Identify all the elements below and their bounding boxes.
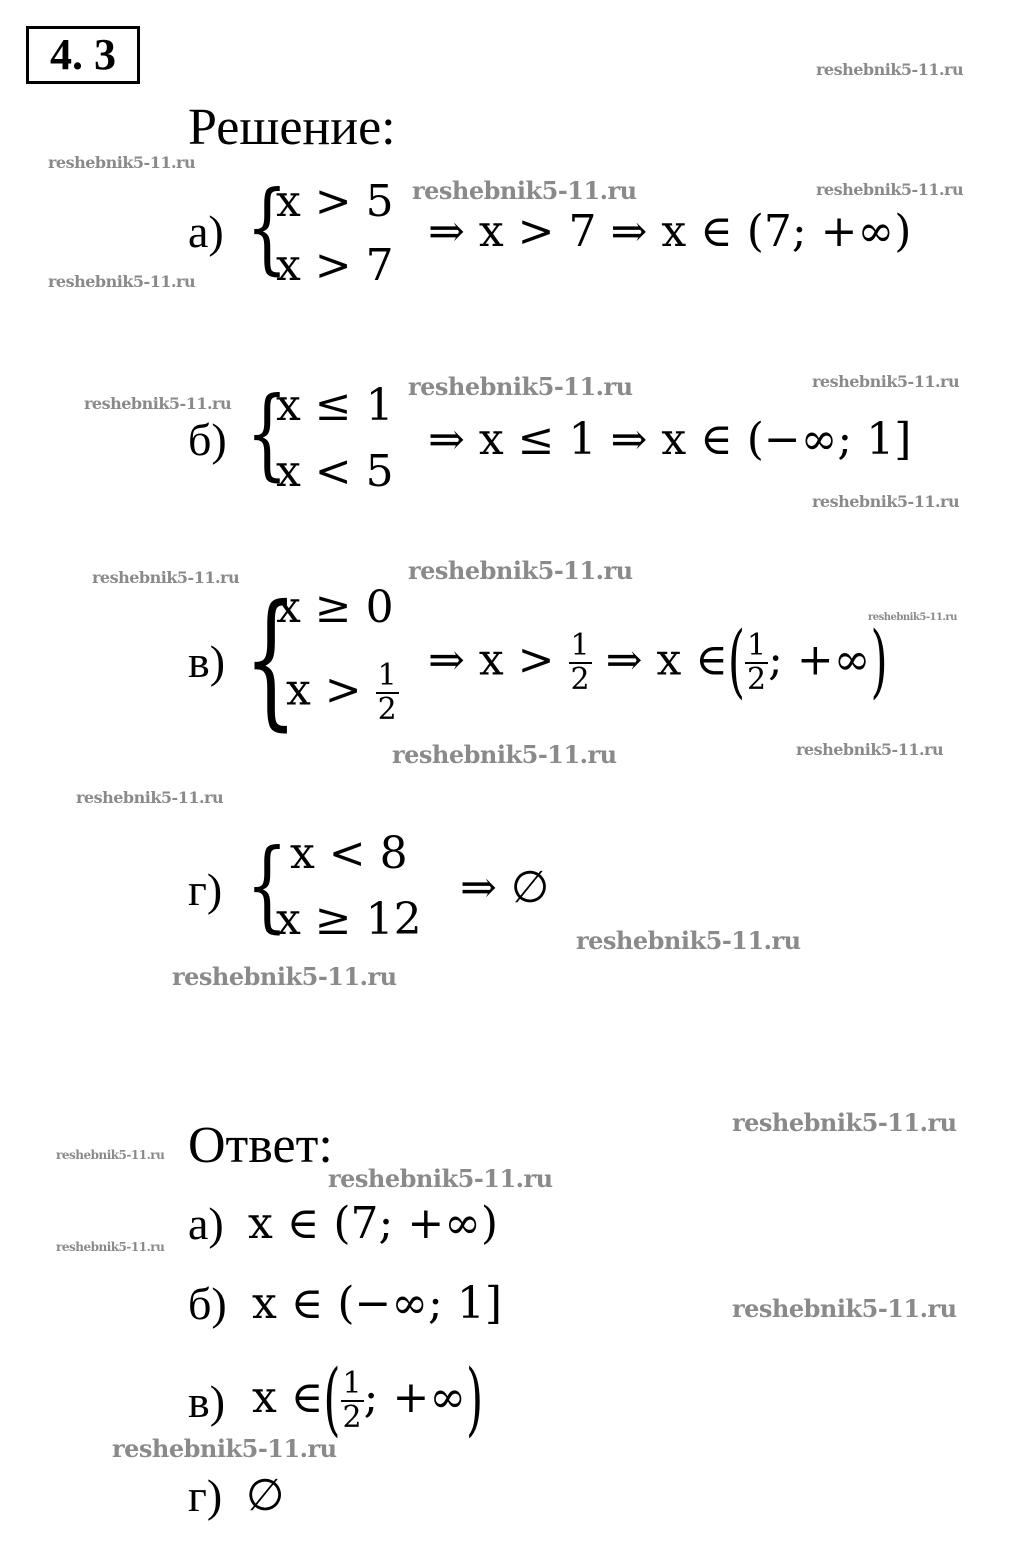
answer-v-left: x ∈: [252, 1372, 324, 1423]
system-b-label: б): [188, 414, 227, 465]
answer-a-label: а): [188, 1198, 224, 1249]
right-paren: ): [465, 1353, 484, 1446]
fraction-numerator: 1: [342, 1365, 362, 1401]
watermark: reshebnik5-11.ru: [812, 492, 960, 511]
system-v-result-fraction-2: [745, 630, 768, 696]
system-v-line1: x ≥ 0: [276, 582, 394, 633]
system-a-brace: {: [246, 170, 288, 286]
watermark: reshebnik5-11.ru: [412, 176, 637, 205]
fraction-numerator: 1: [377, 658, 397, 693]
system-g-label: г): [188, 864, 223, 915]
watermark: reshebnik5-11.ru: [816, 60, 964, 79]
left-paren: (: [727, 616, 746, 708]
answer-g-text: ∅: [246, 1470, 285, 1521]
system-v-result: [428, 616, 888, 708]
watermark: reshebnik5-11.ru: [76, 788, 224, 807]
watermark: reshebnik5-11.ru: [408, 556, 633, 585]
watermark: reshebnik5-11.ru: [172, 962, 397, 991]
right-paren: ): [870, 616, 888, 708]
watermark: reshebnik5-11.ru: [576, 926, 801, 955]
answer-v-text: [252, 1353, 484, 1446]
answer-b-text: x ∈ (−∞; 1]: [252, 1278, 503, 1329]
system-v-line2: [286, 660, 399, 726]
watermark: reshebnik5-11.ru: [816, 180, 964, 199]
system-v-line2-left: x >: [286, 664, 362, 716]
watermark: reshebnik5-11.ru: [56, 1148, 165, 1162]
system-v-result-right: ⇒ x ∈: [605, 634, 728, 686]
watermark: reshebnik5-11.ru: [408, 372, 633, 401]
system-v-result-mid: ⇒ x >: [428, 634, 555, 686]
answer-v-label: в): [188, 1376, 226, 1427]
watermark: reshebnik5-11.ru: [48, 272, 196, 291]
watermark: reshebnik5-11.ru: [796, 740, 944, 759]
system-a-line2: x > 7: [276, 240, 394, 291]
fraction-numerator: 1: [570, 628, 590, 663]
answer-v-fraction: [341, 1365, 364, 1435]
watermark: reshebnik5-11.ru: [392, 740, 617, 769]
system-g-line2: x ≥ 12: [276, 894, 422, 945]
fraction-numerator: 1: [747, 628, 767, 663]
system-v-brace: {: [244, 573, 298, 745]
system-g-brace: {: [246, 828, 288, 944]
fraction-denominator: 2: [377, 692, 397, 727]
fraction-denominator: 2: [570, 662, 590, 697]
system-a-line1: x > 5: [276, 176, 394, 227]
watermark: reshebnik5-11.ru: [92, 568, 240, 587]
watermark: reshebnik5-11.ru: [48, 153, 196, 172]
watermark: reshebnik5-11.ru: [56, 1240, 165, 1254]
system-v-result-tail: ; +∞: [768, 634, 871, 686]
answer-v-tail: ; +∞: [363, 1372, 466, 1423]
problem-number: 4. 3: [26, 26, 140, 84]
answer-g-label: г): [188, 1470, 223, 1521]
system-v-label: в): [188, 636, 226, 687]
watermark: reshebnik5-11.ru: [732, 1294, 957, 1323]
system-b-line1: x ≤ 1: [276, 380, 394, 431]
solution-heading: Решение:: [188, 99, 396, 156]
system-a-result: ⇒ x > 7 ⇒ x ∈ (7; +∞): [428, 206, 912, 257]
watermark: reshebnik5-11.ru: [112, 1434, 337, 1463]
left-paren: (: [323, 1353, 341, 1446]
answer-heading: Ответ:: [188, 1117, 333, 1174]
watermark: reshebnik5-11.ru: [868, 612, 957, 623]
system-a-label: а): [188, 206, 224, 257]
fraction-denominator: 2: [747, 662, 767, 697]
system-b-brace: {: [246, 376, 288, 492]
system-b-result: ⇒ x ≤ 1 ⇒ x ∈ (−∞; 1]: [428, 414, 912, 465]
fraction-denominator: 2: [342, 1399, 362, 1435]
system-g-line1: x < 8: [290, 828, 408, 879]
system-v-result-fraction: [569, 630, 592, 696]
watermark: reshebnik5-11.ru: [84, 394, 232, 413]
answer-a-text: x ∈ (7; +∞): [248, 1198, 499, 1249]
watermark: reshebnik5-11.ru: [328, 1164, 553, 1193]
answer-b-label: б): [188, 1278, 227, 1329]
system-g-result: ⇒ ∅: [460, 862, 550, 913]
watermark: reshebnik5-11.ru: [732, 1108, 957, 1137]
system-b-line2: x < 5: [276, 446, 394, 497]
watermark: reshebnik5-11.ru: [812, 372, 960, 391]
system-v-line2-fraction: [376, 660, 399, 726]
